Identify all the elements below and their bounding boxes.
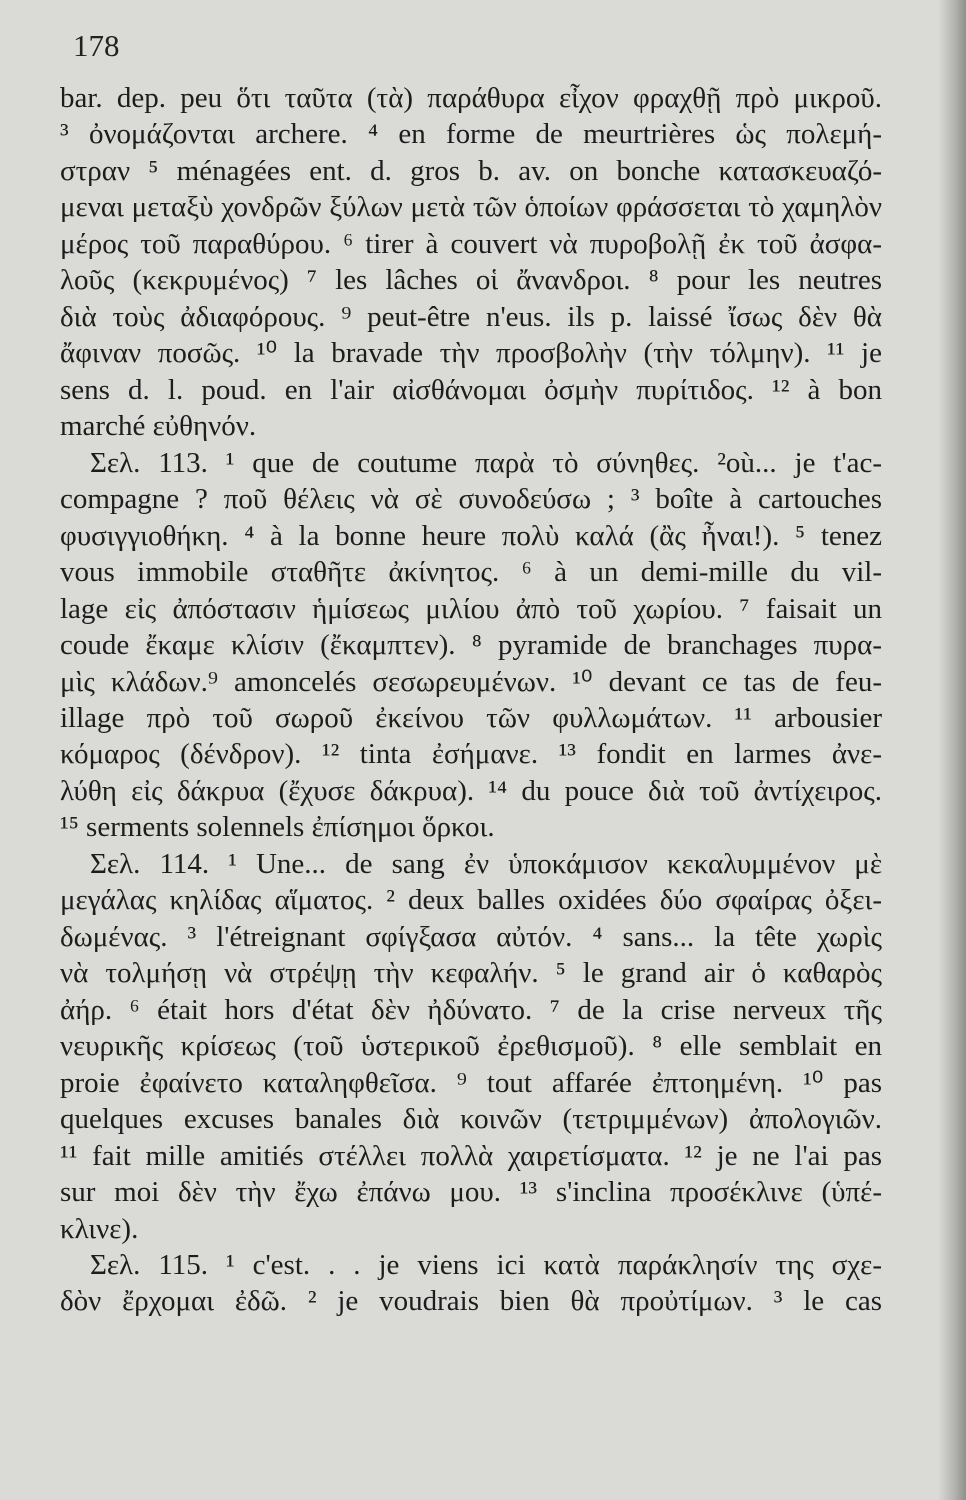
text-block xyxy=(60,80,882,1320)
text-line: κλινε). xyxy=(60,1212,139,1245)
text-line: vous immobile σταθῆτε ἀκίνητος. ⁶ à un demi-mille du vil- xyxy=(60,556,882,589)
text-line: illage πρὸ τοῦ σωροῦ ἐκείνου τῶν φυλλωμάτων. ¹¹ arbousier xyxy=(60,701,882,734)
text-line: ¹¹ fait mille amitiés στέλλει πολλὰ χαιρετίσματα. ¹² je ne l'ai pas xyxy=(60,1139,882,1172)
text-line: μεγάλας κηλίδας αἵματος. ² deux balles oxidées δύο σφαίρας ὀξει- xyxy=(60,884,882,917)
text-line: λοῦς (κεκρυμένος) ⁷ les lâches οἱ ἄνανδροι. ⁸ pour les neutres xyxy=(60,264,882,297)
text-line: δωμένας. ³ l'étreignant σφίγξασα αὐτόν. ⁴ sans... la tête χωρὶς xyxy=(60,920,882,953)
text-line: μέρος τοῦ παραθύρου. ⁶ tirer à couvert νὰ πυροβολῇ ἐκ τοῦ ἀσφα- xyxy=(60,227,882,260)
section-heading-line: Σελ. 115. ¹ c'est. . . je viens ici κατὰ παράκλησίν της σχε- xyxy=(90,1249,882,1281)
text-line: marché εὐθηνόν. xyxy=(60,410,257,443)
page-number: 178 xyxy=(73,28,120,63)
text-line: στραν ⁵ ménagées ent. d. gros b. av. on bonche κατασκευαζό- xyxy=(60,154,882,187)
text-line: μὶς κλάδων.⁹ amoncelés σεσωρευμένων. ¹⁰ devant ce tas de feu- xyxy=(60,665,882,698)
text-line: φυσιγγιοθήκη. ⁴ à la bonne heure πολὺ καλά (ἂς ἦναι!). ⁵ tenez xyxy=(60,519,882,552)
text-line: sens d. l. poud. en l'air αἰσθάνομαι ὀσμὴν πυρίτιδος. ¹² à bon xyxy=(60,373,882,406)
text-line: quelques excuses banales διὰ κοινῶν (τετριμμένων) ἀπολογιῶν. xyxy=(60,1103,882,1136)
text-line: νὰ τολμήσῃ νὰ στρέψῃ τὴν κεφαλήν. ⁵ le grand air ὁ καθαρὸς xyxy=(60,957,882,990)
section-heading-line: Σελ. 113. ¹ que de coutume παρὰ τὸ σύνηθες. ²où... je t'ac- xyxy=(90,446,882,479)
text-line: λύθη εἰς δάκρυα (ἔχυσε δάκρυα). ¹⁴ du pouce διὰ τοῦ ἀντίχειρος. xyxy=(60,774,882,807)
text-line: bar. dep. peu ὅτι ταῦτα (τὰ) παράθυρα εἶχον φραχθῇ πρὸ μικροῦ. xyxy=(60,82,882,114)
text-line: μεναι μεταξὺ χονδρῶν ξύλων μετὰ τῶν ὁποίων φράσσεται τὸ χαμηλὸν xyxy=(60,191,882,224)
text-line: proie ἐφαίνετο καταληφθεῖσα. ⁹ tout affarée ἐπτοημένη. ¹⁰ pas xyxy=(60,1066,882,1099)
text-line: ἄφιναν ποσῶς. ¹⁰ la bravade τὴν προσβολὴν (τὴν τόλμην). ¹¹ je xyxy=(60,337,882,370)
text-line: sur moi δὲν τὴν ἔχω ἐπάνω μου. ¹³ s'inclina προσέκλινε (ὑπέ- xyxy=(60,1176,882,1209)
page-edge-shadow xyxy=(938,0,966,1500)
text-line: νευρικῆς κρίσεως (τοῦ ὑστερικοῦ ἐρεθισμοῦ). ⁸ elle semblait en xyxy=(60,1030,882,1063)
text-line: compagne ? ποῦ θέλεις νὰ σὲ συνοδεύσω ; ³ boîte à cartouches xyxy=(60,483,882,516)
text-line: ¹⁵ serments solennels ἐπίσημοι ὅρκοι. xyxy=(60,811,495,844)
text-line: διὰ τοὺς ἀδιαφόρους. ⁹ peut-être n'eus. ils p. laissé ἴσως δὲν θὰ xyxy=(60,300,882,333)
text-line: ἀήρ. ⁶ était hors d'état δὲν ἠδύνατο. ⁷ de la crise nerveux τῆς xyxy=(60,993,882,1026)
section-heading-line: Σελ. 114. ¹ Une... de sang ἐν ὑποκάμισον κεκαλυμμένον μὲ xyxy=(90,847,882,880)
text-line: ³ ὀνομάζονται archere. ⁴ en forme de meurtrières ὡς πολεμή- xyxy=(60,118,882,151)
text-line: coude ἔκαμε κλίσιν (ἔκαμπτεν). ⁸ pyramide de branchages πυρα- xyxy=(60,629,882,662)
text-line: lage εἰς ἀπόστασιν ἡμίσεως μιλίου ἀπὸ τοῦ χωρίου. ⁷ faisait un xyxy=(60,592,882,625)
text-line: κόμαρος (δένδρον). ¹² tinta ἐσήμανε. ¹³ fondit en larmes ἀνε- xyxy=(60,738,882,771)
text-line: δὸν ἔρχομαι ἐδῶ. ² je voudrais bien θὰ προὐτίμων. ³ le cas xyxy=(60,1285,882,1318)
